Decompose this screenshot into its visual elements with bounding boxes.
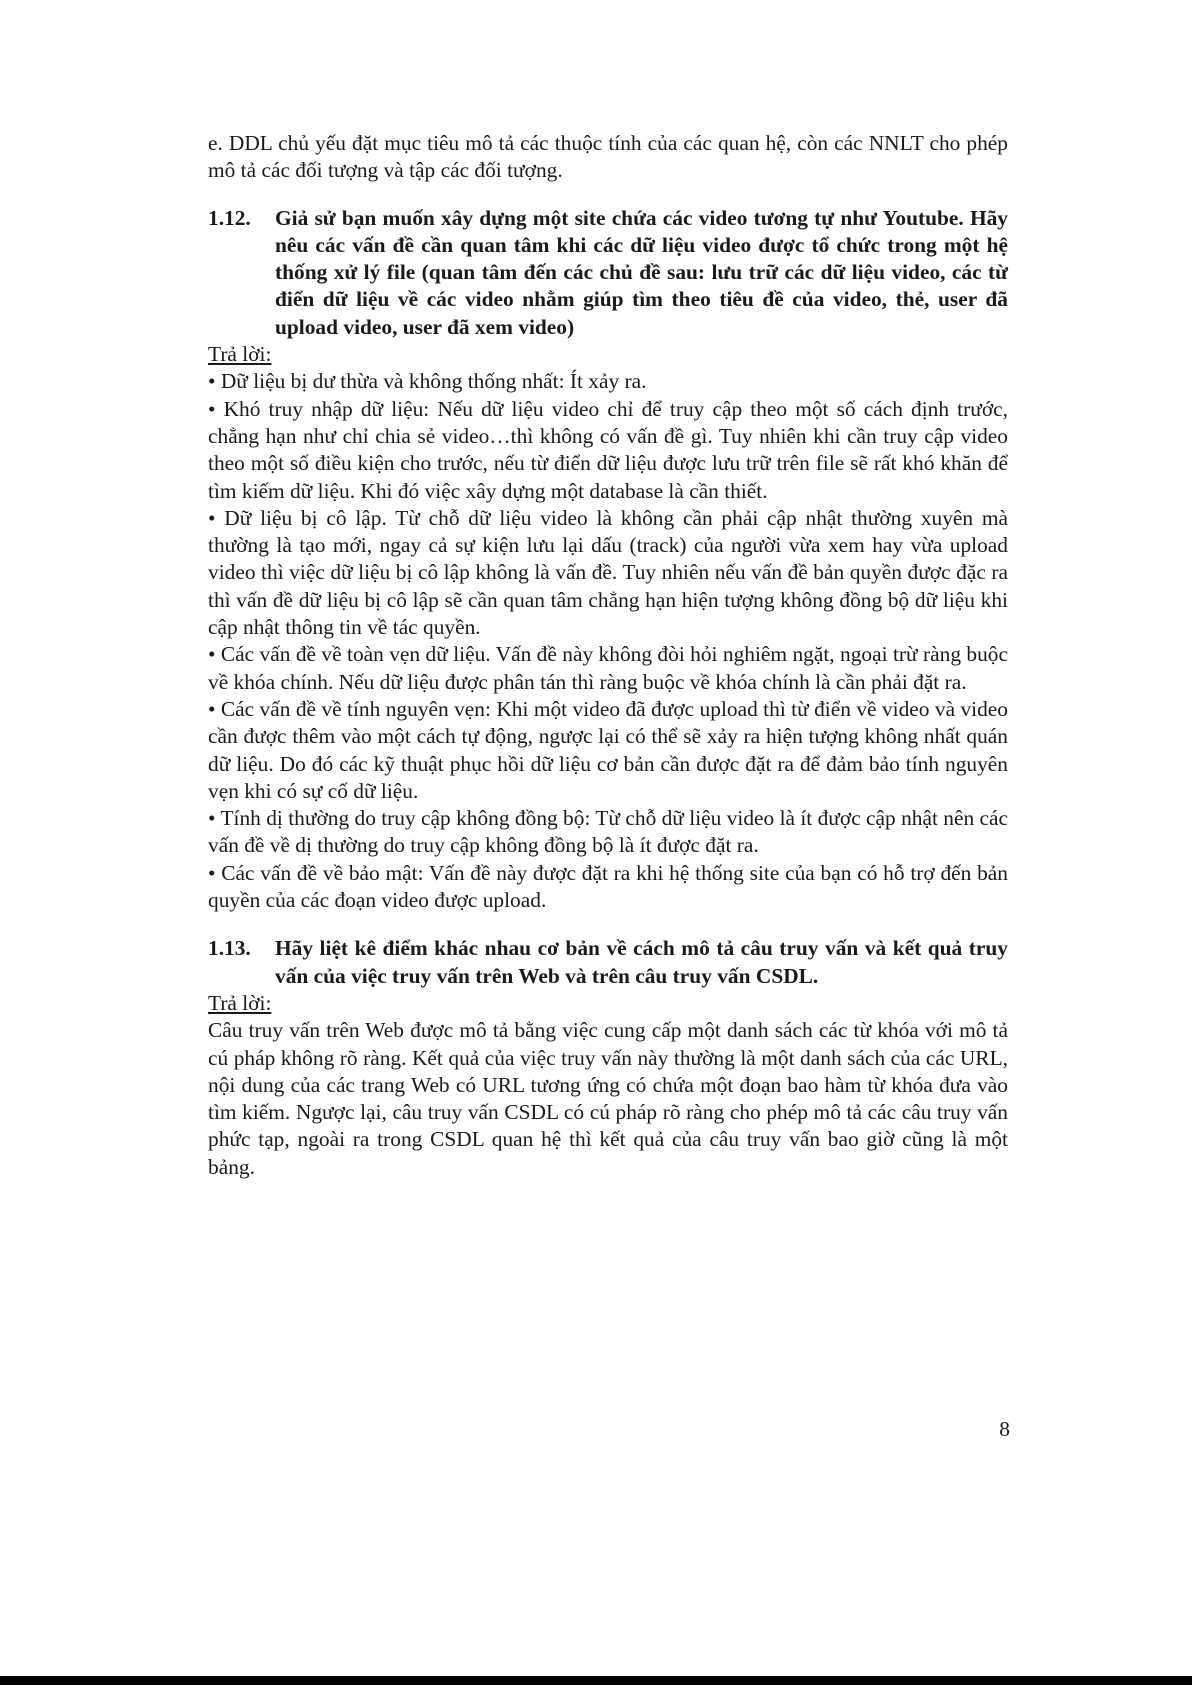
question-text: Hãy liệt kê điểm khác nhau cơ bản về cách mô tả câu truy vấn và kết quả truy vấn của việc truy vấn trên Web và trên câu truy vấn CSDL. xyxy=(275,936,1008,988)
page-number: 8 xyxy=(999,1417,1010,1441)
question-number: 1.12. xyxy=(208,205,251,230)
answer-label: Trả lời: xyxy=(208,342,272,367)
answer-paragraph: Câu truy vấn trên Web được mô tả bằng việc cung cấp một danh sách các từ khóa với mô tả cú pháp không rõ ràng. Kết quả của việc truy vấn này thường là một danh sách của các URL, nội dung của các trang Web có URL tương ứng có chứa một đoạn bao hàm từ khóa đưa vào tìm kiếm. Ngược lại, câu truy vấn CSDL có cú pháp rõ ràng cho phép mô tả các câu truy vấn phức tạp, ngoài ra trong CSDL quan hệ thì kết quả của câu truy vấn bao giờ cũng là một bảng. xyxy=(208,1018,1008,1179)
question-1-12 xyxy=(208,205,1008,341)
answer-bullet: • Các vấn đề về toàn vẹn dữ liệu. Vấn đề này không đòi hỏi nghiêm ngặt, ngoại trừ ràng buộc về khóa chính. Nếu dữ liệu được phân tán thì ràng buộc về khóa chính là cần phải đặt ra. xyxy=(208,642,1008,694)
document-page xyxy=(208,130,1008,1181)
answer-label: Trả lời: xyxy=(208,990,272,1015)
answer-bullet: • Khó truy nhập dữ liệu: Nếu dữ liệu video chỉ để truy cập theo một số cách định trước, chẳng hạn như chỉ chia sẻ video…thì không có vấn đề gì. Tuy nhiên khi cần truy cập video theo một số điều kiện cho trước, nếu từ điển dữ liệu được lưu trữ trên file sẽ rất khó khăn để tìm kiếm dữ liệu. Khi đó việc xây dựng một database là cần thiết. xyxy=(208,396,1008,503)
intro-paragraph: e. DDL chủ yếu đặt mục tiêu mô tả các thuộc tính của các quan hệ, còn các NNLT cho phép mô tả các đối tượng và tập các đối tượng. xyxy=(208,131,1008,183)
answer-bullet: • Các vấn đề về bảo mật: Vấn đề này được đặt ra khi hệ thống site của bạn có hỗ trợ đến bản quyền của các đoạn video được upload. xyxy=(208,860,1008,913)
answer-bullet: • Tính dị thường do truy cập không đồng bộ: Từ chỗ dữ liệu video là ít được cập nhật nên các vấn đề về dị thường do truy cập không đồng bộ là ít được đặt ra. xyxy=(208,806,1008,858)
question-1-13 xyxy=(208,935,1008,990)
answer-bullet: • Dữ liệu bị cô lập. Từ chỗ dữ liệu video là không cần phải cập nhật thường xuyên mà thường là tạo mới, ngay cả sự kiện lưu lại dấu (track) của người vừa xem hay vừa upload video thì việc dữ liệu bị cô lập không là vấn đề. Tuy nhiên nếu vấn đề bản quyền được đặc ra thì vấn đề dữ liệu bị cô lập sẽ cần quan tâm chẳng hạn hiện tượng không đồng bộ dữ liệu khi cập nhật thông tin về tác quyền. xyxy=(208,505,1008,640)
question-number: 1.13. xyxy=(208,936,251,961)
answer-bullet: • Các vấn đề về tính nguyên vẹn: Khi một video đã được upload thì từ điển về video và video cần được thêm vào một cách tự động, ngược lại có thể sẽ xảy ra hiện tượng không nhất quán dữ liệu. Do đó các kỹ thuật phục hồi dữ liệu cơ bản cần được đặt ra để đảm bảo tính nguyên vẹn khi có sự cố dữ liệu. xyxy=(208,696,1008,803)
question-text: Giả sử bạn muốn xây dựng một site chứa các video tương tự như Youtube. Hãy nêu các vấn đề cần quan tâm khi các dữ liệu video được tổ chức trong một hệ thống xử lý file (quan tâm đến các chủ đề sau: lưu trữ các dữ liệu video, các từ điển dữ liệu về các video nhằm giúp tìm theo tiêu đề của video, thẻ, user đã upload video, user đã xem video) xyxy=(275,205,1008,339)
answer-bullet: • Dữ liệu bị dư thừa và không thống nhất: Ít xảy ra. xyxy=(208,369,647,394)
bottom-edge-bar xyxy=(0,1676,1192,1685)
